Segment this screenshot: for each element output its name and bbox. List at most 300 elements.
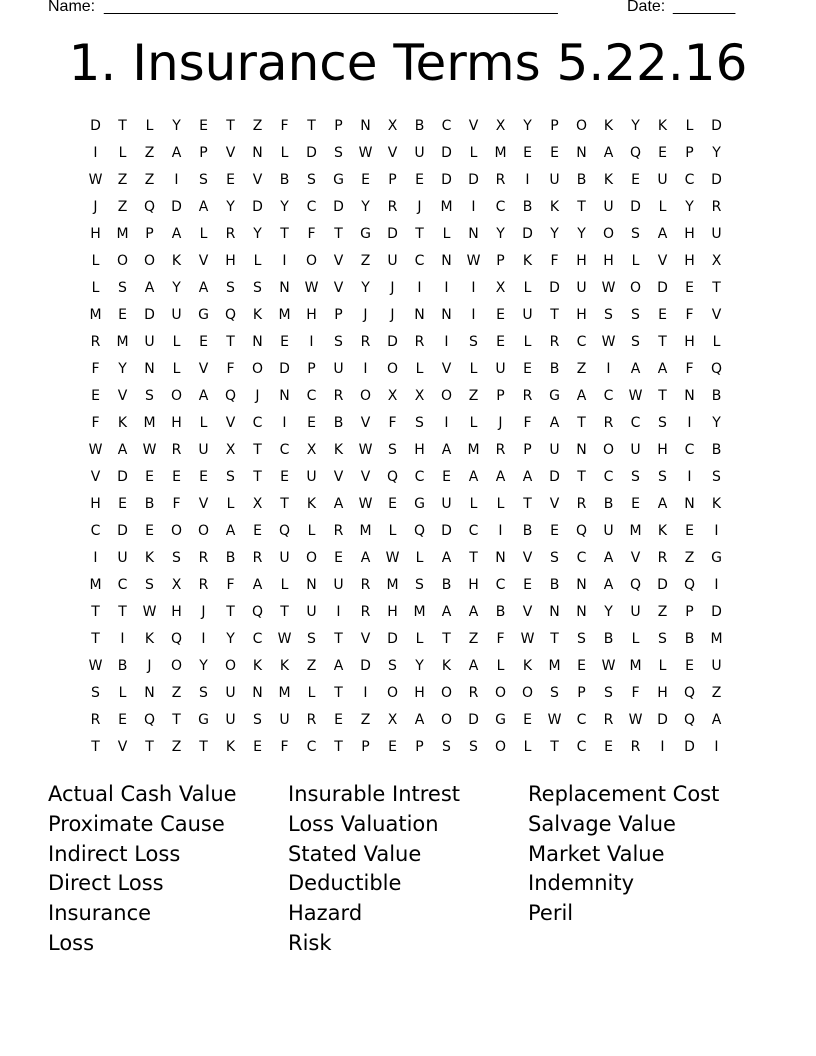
grid-letter: B: [684, 631, 695, 647]
grid-letter: W: [628, 388, 643, 404]
grid-letter: C: [576, 334, 587, 350]
grid-letter: R: [360, 604, 371, 620]
grid-letter: B: [414, 118, 425, 134]
grid-letter: C: [576, 739, 587, 755]
grid-letter: U: [657, 172, 668, 188]
grid-letter: C: [684, 442, 695, 458]
grid-letter: K: [225, 739, 236, 755]
grid-letter: O: [440, 685, 453, 701]
grid-letter: A: [333, 658, 344, 674]
grid-row: [82, 302, 730, 329]
grid-letter: A: [198, 388, 209, 404]
grid-letter: S: [631, 469, 640, 485]
grid-letter: K: [657, 118, 668, 134]
grid-letter: E: [604, 739, 613, 755]
grid-letter: E: [145, 469, 154, 485]
grid-letter: D: [387, 334, 398, 350]
grid-letter: Q: [143, 199, 156, 215]
grid-letter: U: [495, 361, 506, 377]
grid-letter: B: [522, 523, 533, 539]
date-label: Date:: [627, 0, 666, 15]
grid-row: [82, 140, 730, 167]
grid-letter: N: [306, 577, 317, 593]
grid-letter: D: [144, 307, 155, 323]
grid-letter: Q: [251, 604, 264, 620]
grid-letter: E: [307, 415, 316, 431]
grid-letter: G: [549, 388, 560, 404]
grid-letter: L: [226, 496, 235, 512]
grid-letter: E: [550, 145, 559, 161]
grid-letter: H: [225, 253, 236, 269]
grid-letter: O: [116, 253, 129, 269]
grid-letter: L: [415, 631, 424, 647]
grid-letter: I: [120, 631, 125, 647]
grid-letter: M: [116, 334, 129, 350]
grid-letter: R: [603, 712, 614, 728]
grid-letter: Y: [712, 145, 721, 161]
grid-letter: T: [334, 226, 343, 242]
grid-letter: D: [279, 361, 290, 377]
grid-letter: T: [334, 631, 343, 647]
grid-letter: P: [496, 253, 505, 269]
grid-letter: W: [304, 280, 319, 296]
grid-letter: V: [333, 253, 344, 269]
grid-letter: O: [629, 280, 642, 296]
grid-letter: Y: [550, 226, 559, 242]
grid-letter: P: [307, 361, 316, 377]
grid-letter: H: [90, 226, 101, 242]
grid-letter: D: [549, 469, 560, 485]
grid-letter: Q: [413, 523, 426, 539]
grid-letter: O: [440, 388, 453, 404]
grid-row: [82, 437, 730, 464]
grid-letter: R: [387, 199, 398, 215]
grid-letter: B: [549, 577, 560, 593]
grid-letter: N: [360, 118, 371, 134]
grid-letter: Z: [117, 172, 128, 188]
grid-letter: C: [279, 442, 290, 458]
grid-letter: T: [658, 388, 667, 404]
grid-letter: A: [144, 280, 155, 296]
grid-letter: L: [91, 253, 100, 269]
grid-letter: F: [307, 226, 316, 242]
grid-letter: U: [603, 523, 614, 539]
grid-letter: S: [469, 739, 478, 755]
grid-letter: N: [144, 361, 155, 377]
grid-letter: X: [387, 712, 398, 728]
grid-letter: C: [252, 415, 263, 431]
grid-letter: H: [576, 307, 587, 323]
grid-letter: Y: [172, 280, 181, 296]
grid-letter: I: [417, 280, 422, 296]
grid-letter: I: [282, 253, 287, 269]
word-list-item: Indemnity: [528, 871, 635, 896]
grid-letter: U: [630, 442, 641, 458]
grid-letter: T: [334, 685, 343, 701]
grid-letter: L: [280, 145, 289, 161]
grid-letter: J: [201, 604, 206, 620]
grid-letter: U: [225, 685, 236, 701]
grid-letter: T: [226, 334, 235, 350]
grid-letter: B: [603, 631, 614, 647]
grid-letter: T: [577, 469, 586, 485]
word-list: [48, 780, 768, 970]
grid-letter: P: [334, 118, 343, 134]
word-list-item: Loss Valuation: [288, 811, 439, 836]
word-list-item: Actual Cash Value: [48, 782, 237, 806]
word-list-item: Replacement Cost: [528, 782, 720, 806]
grid-letter: V: [711, 307, 722, 323]
grid-row: [82, 680, 730, 707]
grid-letter: L: [199, 226, 208, 242]
grid-letter: Y: [253, 226, 262, 242]
grid-letter: S: [604, 307, 613, 323]
grid-letter: K: [441, 658, 452, 674]
word-list-item: Insurance: [48, 901, 152, 926]
grid-letter: X: [711, 253, 722, 269]
grid-letter: I: [363, 361, 368, 377]
grid-letter: E: [118, 496, 127, 512]
grid-letter: I: [93, 550, 98, 566]
grid-letter: S: [550, 550, 559, 566]
grid-letter: S: [91, 685, 100, 701]
grid-letter: E: [226, 172, 235, 188]
grid-letter: V: [333, 280, 344, 296]
grid-letter: I: [714, 523, 719, 539]
grid-letter: H: [414, 442, 425, 458]
grid-letter: A: [414, 712, 425, 728]
word-list-item: Deductible: [288, 871, 402, 896]
grid-letter: D: [441, 523, 452, 539]
grid-letter: U: [441, 496, 452, 512]
grid-letter: U: [603, 199, 614, 215]
grid-letter: E: [631, 172, 640, 188]
grid-letter: U: [117, 550, 128, 566]
grid-letter: T: [226, 118, 235, 134]
grid-letter: E: [199, 118, 208, 134]
grid-letter: A: [198, 199, 209, 215]
word-list-item: Proximate Cause: [48, 811, 225, 836]
grid-letter: L: [388, 523, 397, 539]
grid-letter: S: [577, 631, 586, 647]
grid-letter: K: [252, 307, 263, 323]
grid-letter: M: [548, 658, 561, 674]
grid-letter: P: [361, 739, 370, 755]
grid-letter: E: [523, 361, 532, 377]
grid-letter: X: [495, 280, 506, 296]
grid-letter: I: [498, 523, 503, 539]
grid-letter: X: [414, 388, 425, 404]
grid-letter: S: [631, 334, 640, 350]
grid-letter: I: [525, 172, 530, 188]
grid-letter: U: [414, 145, 425, 161]
grid-letter: L: [658, 658, 667, 674]
grid-letter: L: [145, 118, 154, 134]
grid-letter: E: [415, 172, 424, 188]
grid-letter: M: [494, 145, 507, 161]
grid-letter: R: [711, 199, 722, 215]
grid-letter: R: [90, 334, 101, 350]
grid-letter: Q: [575, 523, 588, 539]
grid-letter: I: [174, 172, 179, 188]
grid-letter: E: [253, 739, 262, 755]
grid-letter: T: [91, 604, 100, 620]
grid-letter: B: [144, 496, 155, 512]
grid-letter: E: [685, 658, 694, 674]
grid-letter: Y: [523, 118, 532, 134]
grid-letter: V: [387, 145, 398, 161]
grid-letter: O: [305, 253, 318, 269]
grid-letter: D: [522, 226, 533, 242]
grid-letter: L: [685, 118, 694, 134]
grid-letter: U: [576, 280, 587, 296]
grid-letter: R: [495, 172, 506, 188]
grid-letter: N: [468, 226, 479, 242]
grid-letter: L: [469, 496, 478, 512]
grid-letter: F: [685, 307, 694, 323]
grid-letter: W: [385, 550, 400, 566]
grid-letter: E: [523, 577, 532, 593]
grid-letter: L: [631, 631, 640, 647]
grid-letter: N: [684, 496, 695, 512]
grid-letter: P: [523, 442, 532, 458]
word-list-item: Market Value: [528, 841, 665, 866]
grid-letter: V: [90, 469, 101, 485]
grid-letter: P: [388, 172, 397, 188]
grid-row: [82, 626, 730, 653]
grid-letter: Y: [199, 658, 208, 674]
grid-letter: S: [415, 415, 424, 431]
grid-letter: L: [118, 145, 127, 161]
grid-letter: H: [171, 604, 182, 620]
grid-letter: D: [387, 631, 398, 647]
grid-letter: R: [171, 442, 182, 458]
grid-letter: S: [172, 550, 181, 566]
grid-letter: O: [170, 388, 183, 404]
grid-letter: L: [523, 739, 532, 755]
grid-letter: S: [253, 280, 262, 296]
grid-letter: K: [603, 118, 614, 134]
grid-letter: I: [336, 604, 341, 620]
grid-letter: V: [198, 496, 209, 512]
grid-letter: W: [88, 172, 103, 188]
grid-letter: E: [496, 307, 505, 323]
grid-letter: O: [251, 361, 264, 377]
grid-letter: B: [576, 172, 587, 188]
grid-letter: J: [255, 388, 260, 404]
grid-letter: N: [495, 550, 506, 566]
grid-letter: J: [498, 415, 503, 431]
grid-letter: Q: [170, 631, 183, 647]
grid-letter: J: [93, 199, 98, 215]
word-list-item: Direct Loss: [48, 871, 164, 896]
grid-letter: A: [252, 577, 263, 593]
grid-letter: M: [710, 631, 723, 647]
grid-letter: U: [306, 469, 317, 485]
grid-letter: U: [522, 307, 533, 323]
grid-letter: Q: [683, 712, 696, 728]
grid-letter: E: [685, 523, 694, 539]
grid-letter: N: [576, 442, 587, 458]
grid-letter: S: [658, 469, 667, 485]
word-list-column-2: [288, 780, 518, 959]
grid-letter: M: [413, 604, 426, 620]
grid-letter: U: [225, 712, 236, 728]
grid-row: [82, 356, 730, 383]
grid-letter: L: [631, 253, 640, 269]
grid-letter: W: [601, 658, 616, 674]
name-label: Name:: [48, 0, 96, 15]
grid-letter: M: [386, 577, 399, 593]
grid-letter: L: [658, 199, 667, 215]
grid-letter: D: [657, 280, 668, 296]
grid-row: [82, 194, 730, 221]
grid-letter: I: [309, 334, 314, 350]
grid-letter: N: [441, 253, 452, 269]
grid-letter: A: [603, 145, 614, 161]
grid-letter: S: [118, 280, 127, 296]
grid-letter: Y: [280, 199, 289, 215]
grid-letter: M: [89, 307, 102, 323]
grid-letter: D: [306, 145, 317, 161]
grid-letter: W: [601, 280, 616, 296]
grid-letter: K: [171, 253, 182, 269]
grid-letter: Z: [711, 685, 722, 701]
grid-letter: C: [684, 172, 695, 188]
grid-letter: E: [334, 550, 343, 566]
grid-letter: E: [118, 712, 127, 728]
grid-letter: V: [630, 550, 641, 566]
grid-letter: U: [171, 307, 182, 323]
grid-letter: E: [91, 388, 100, 404]
grid-letter: E: [577, 658, 586, 674]
grid-letter: H: [468, 577, 479, 593]
grid-letter: C: [117, 577, 128, 593]
grid-row: [82, 329, 730, 356]
grid-letter: G: [495, 712, 506, 728]
grid-letter: M: [278, 307, 291, 323]
grid-letter: D: [468, 172, 479, 188]
grid-letter: A: [441, 442, 452, 458]
grid-letter: H: [603, 253, 614, 269]
grid-row: [82, 545, 730, 572]
grid-letter: R: [468, 685, 479, 701]
grid-letter: W: [142, 604, 157, 620]
grid-letter: S: [145, 388, 154, 404]
grid-letter: K: [657, 523, 668, 539]
grid-letter: V: [198, 253, 209, 269]
grid-letter: O: [170, 523, 183, 539]
grid-letter: C: [576, 712, 587, 728]
grid-letter: I: [687, 415, 692, 431]
grid-letter: Z: [684, 550, 695, 566]
grid-letter: V: [468, 118, 479, 134]
grid-letter: I: [714, 577, 719, 593]
grid-letter: K: [711, 496, 722, 512]
grid-letter: W: [601, 334, 616, 350]
grid-letter: R: [360, 577, 371, 593]
grid-letter: W: [466, 253, 481, 269]
grid-letter: X: [171, 577, 182, 593]
grid-letter: V: [198, 361, 209, 377]
grid-letter: P: [685, 145, 694, 161]
grid-letter: S: [307, 172, 316, 188]
word-list-item: Hazard: [288, 901, 363, 926]
grid-letter: L: [415, 361, 424, 377]
grid-letter: Q: [683, 685, 696, 701]
grid-letter: Y: [415, 658, 424, 674]
grid-letter: R: [414, 334, 425, 350]
grid-letter: B: [522, 199, 533, 215]
grid-letter: W: [88, 658, 103, 674]
grid-letter: D: [630, 199, 641, 215]
grid-letter: N: [414, 307, 425, 323]
grid-letter: D: [441, 172, 452, 188]
grid-letter: T: [415, 226, 424, 242]
grid-letter: W: [358, 442, 373, 458]
grid-letter: D: [252, 199, 263, 215]
word-list-item: Peril: [528, 901, 574, 926]
grid-letter: Q: [629, 577, 642, 593]
grid-letter: K: [117, 415, 128, 431]
grid-letter: Q: [224, 307, 237, 323]
grid-letter: D: [387, 226, 398, 242]
grid-letter: M: [467, 442, 480, 458]
grid-letter: V: [549, 496, 560, 512]
grid-letter: P: [496, 388, 505, 404]
grid-letter: S: [442, 739, 451, 755]
grid-letter: A: [468, 604, 479, 620]
grid-letter: U: [549, 172, 560, 188]
grid-row: [82, 113, 730, 140]
grid-letter: J: [417, 199, 422, 215]
grid-letter: R: [198, 550, 209, 566]
grid-letter: V: [360, 415, 371, 431]
grid-letter: V: [117, 739, 128, 755]
grid-letter: T: [550, 739, 559, 755]
grid-letter: C: [603, 388, 614, 404]
grid-letter: S: [658, 415, 667, 431]
grid-letter: Q: [278, 523, 291, 539]
grid-letter: A: [603, 550, 614, 566]
grid-letter: A: [468, 658, 479, 674]
grid-letter: C: [414, 253, 425, 269]
grid-letter: O: [602, 226, 615, 242]
grid-letter: K: [333, 442, 344, 458]
grid-letter: Z: [171, 739, 182, 755]
grid-letter: A: [603, 577, 614, 593]
grid-letter: G: [414, 496, 425, 512]
grid-letter: X: [306, 442, 317, 458]
grid-row: [82, 167, 730, 194]
grid-letter: A: [333, 496, 344, 512]
grid-letter: O: [197, 523, 210, 539]
grid-letter: O: [224, 658, 237, 674]
grid-letter: N: [252, 334, 263, 350]
grid-letter: C: [468, 523, 479, 539]
grid-letter: D: [117, 523, 128, 539]
grid-letter: L: [253, 253, 262, 269]
grid-letter: A: [549, 415, 560, 431]
grid-letter: U: [198, 442, 209, 458]
grid-letter: A: [630, 361, 641, 377]
grid-letter: P: [415, 739, 424, 755]
grid-letter: R: [603, 415, 614, 431]
grid-letter: U: [279, 712, 290, 728]
grid-letter: T: [577, 199, 586, 215]
grid-letter: S: [388, 442, 397, 458]
grid-letter: Z: [657, 604, 668, 620]
